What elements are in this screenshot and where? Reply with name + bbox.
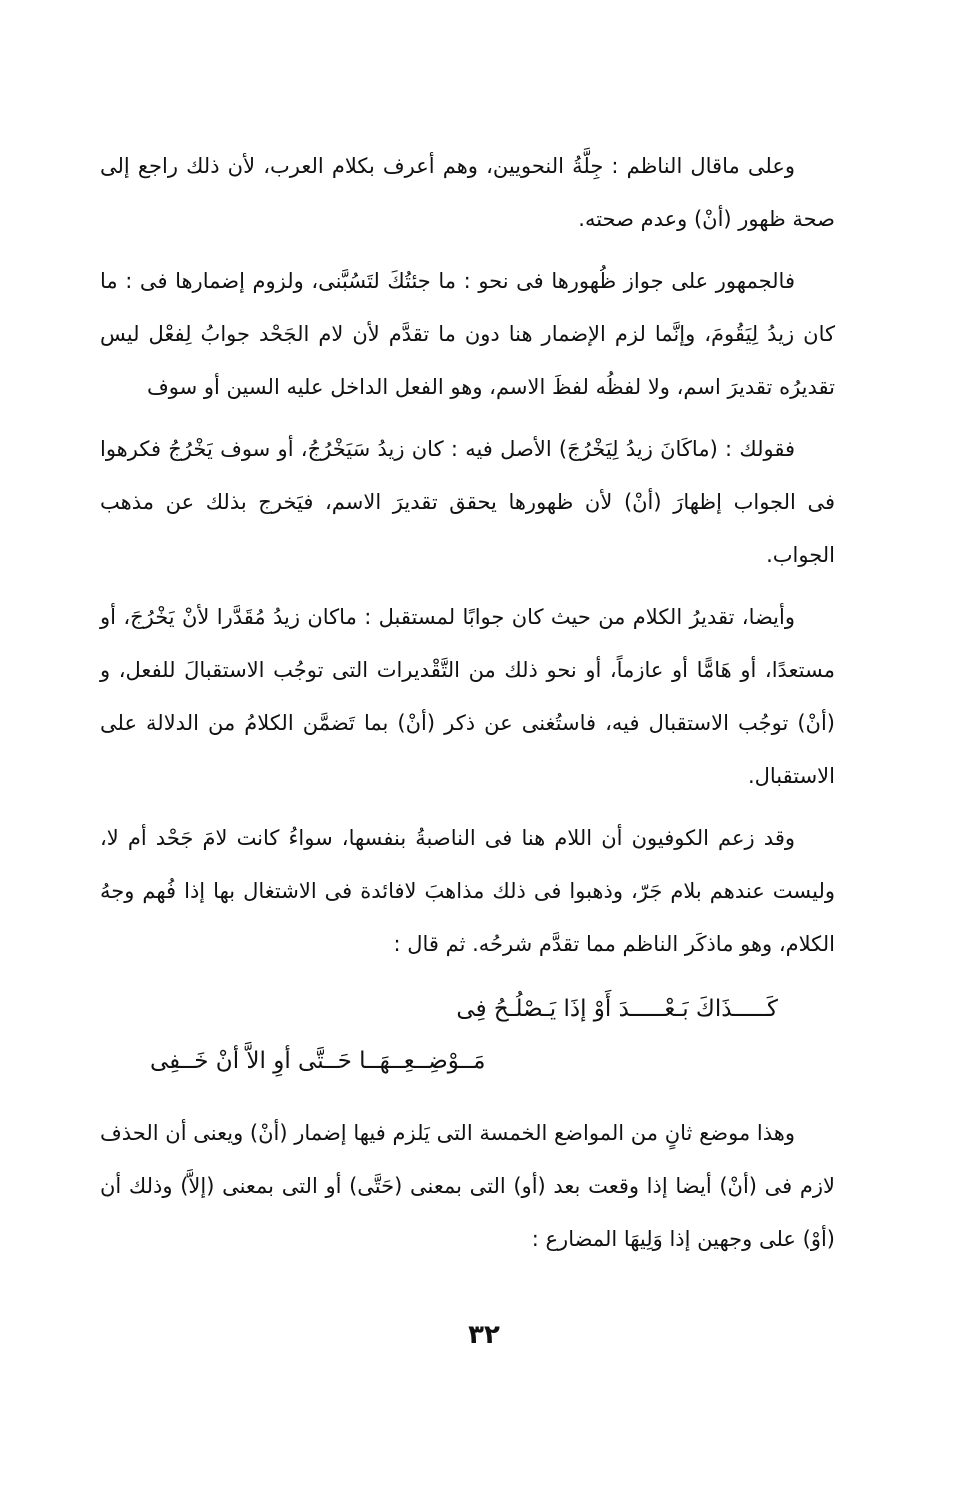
paragraph-2: فالجمهور على جواز ظُهورها فى نحو : ما جئتُكَ لتَسُبَّنى، ولزوم إضمارها فى : ما كان زيدُ لِيَقُومَ، وإنَّما لزم الإضمار هنا دون ما تقدَّم لأن لام الجَحْد جوابُ لِفعْل ليس تقديرُه تقديرَ اسم، ولا لفظُه لفظَ الاسم، وهو الفعل الداخل عليه السين أو سوف — [100, 269, 835, 399]
page-number: ٣٢ — [468, 1320, 500, 1350]
verse-line-2: مَــوْضِــعِــهَــا حَــتَّى أوِ الاَّ أنْ خَــفِى — [150, 1048, 486, 1074]
paragraph-6: وهذا موضع ثانٍ من المواضع الخمسة التى يَلزم فيها إضمار (أنْ) ويعنى أن الحذف لازم فى (أنْ) أيضا إذا وقعت بعد (أو) التى بمعنى (حَتَّى) أو التى بمعنى (إلاَّ) وذلك أن (أوْ) على وجهين إذا وَلِيهَا المضارع : — [100, 1121, 835, 1251]
paragraph-1: وعلى ماقال الناظم : جِلَّةُ النحويين، وهم أعرف بكلام العرب، لأن ذلك راجع إلى صحة ظهور (أنْ) وعدم صحته. — [100, 154, 835, 231]
paragraph-4: وأيضا، تقديرُ الكلام من حيث كان جوابًا لمستقبل : ماكان زيدُ مُقَدَّرا لأنْ يَخْرُجَ، أو مستعدًا، أو هَامًّا أو عازماً، أو نحو ذلك من التَّقْديرات التى توجُب الاستقبالَ للفعل، و (أنْ) توجُب الاستقبال فيه، فاستُغنى عن ذكر (أنْ) بما تَضمَّن الكلامُ من الدلالة على الاستقبال. — [100, 605, 835, 788]
main-text-block — [100, 140, 835, 980]
continuation-text-block — [100, 1107, 835, 1275]
paragraph-5: وقد زعم الكوفيون أن اللام هنا فى الناصبةُ بنفسها، سواءُ كانت لامَ جَحْد أم لا، وليست عندهم بلام جَرّ، وذهبوا فى ذلك مذاهبَ لافائدة فى الاشتغال بها إذا فُهم وجهُ الكلام، وهو ماذكَر الناظم مما تقدَّم شرحُه. ثم قال : — [100, 826, 835, 956]
verse-line-1: كَـــــذَاكَ بَـعْـــــدَ أَوْ إذَا يَـصْلُـحُ فِى — [456, 996, 778, 1022]
paragraph-3: فقولك : (ماكَانَ زيدُ لِيَخْرُجَ) الأصل فيه : كان زيدُ سَيَخْرُجُ، أو سوف يَخْرُجُ فكرهوا فى الجواب إظهارَ (أنْ) لأن ظهورها يحقق تقديرَ الاسم، فيَخرج بذلك عن مذهب الجواب. — [100, 437, 835, 567]
